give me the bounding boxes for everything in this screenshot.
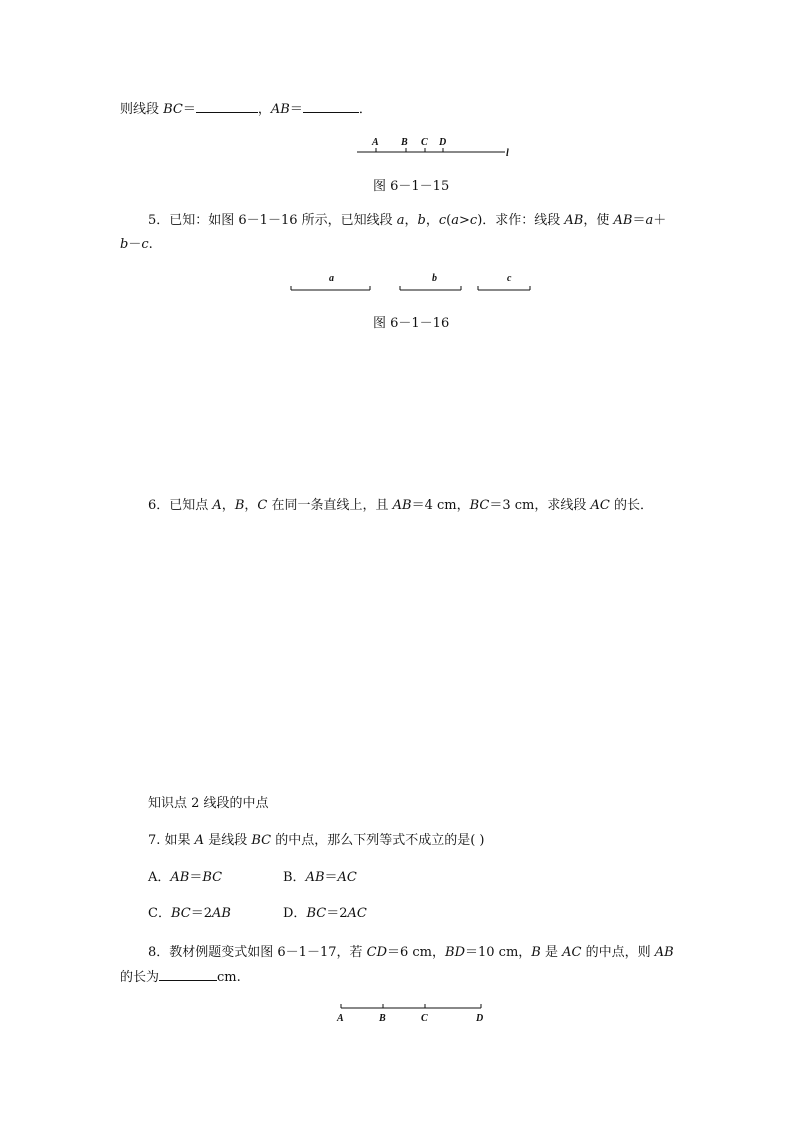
fig15-point-c: C xyxy=(421,137,428,148)
q6-point-b: B xyxy=(234,498,245,513)
q8-ac: AC xyxy=(562,945,582,960)
q5-line2-c: c xyxy=(141,237,149,252)
q7-option-d-rhs: AC xyxy=(347,906,367,921)
q5-var-b: b xyxy=(417,213,426,228)
q7-option-c-rhs: AB xyxy=(211,906,231,921)
q8-text2: ＝6 cm， xyxy=(387,945,446,960)
q7-stem xyxy=(148,832,485,850)
q8-text3: ＝10 cm， xyxy=(465,945,532,960)
q7-option-d-eq: ＝2 xyxy=(326,906,348,921)
q5-eq: ＝ xyxy=(632,213,646,228)
figure-6-1-16 xyxy=(285,266,540,296)
q4-bc-label: BC xyxy=(163,102,183,117)
fig16-label-a: a xyxy=(329,273,334,284)
q4-ab-label: AB xyxy=(270,102,290,117)
figure-6-1-17 xyxy=(333,1000,493,1026)
q8-line2 xyxy=(120,968,241,987)
fig15-point-a: A xyxy=(372,137,379,148)
q7-option-a-lhs: AB xyxy=(170,870,190,885)
q7-point-a: A xyxy=(194,833,205,848)
q8-text4: 是 xyxy=(540,945,563,960)
q6-text5: 的长． xyxy=(609,498,653,513)
q6-text1: 6．已知点 xyxy=(148,498,213,513)
q4-sep: ， xyxy=(257,102,271,117)
q8-ab: AB xyxy=(654,945,674,960)
fig15-line-label: l xyxy=(506,148,509,159)
q6-sep2: ， xyxy=(244,498,258,513)
q5-paren-close: ) xyxy=(477,213,483,228)
fig17-point-d: D xyxy=(476,1013,484,1024)
q7-option-d[interactable] xyxy=(283,905,367,923)
q5-dot: . xyxy=(148,237,153,252)
q4-end: ． xyxy=(358,102,372,117)
q6-text2: 在同一条直线上，且 xyxy=(267,498,393,513)
q5-var-a3: a xyxy=(645,213,654,228)
q4-bc-blank[interactable] xyxy=(196,100,258,113)
q8-bd: BD xyxy=(445,945,465,960)
q7-option-b-eq: ＝ xyxy=(324,870,338,885)
q7-option-c-label: C． xyxy=(148,906,171,921)
q4-ab-blank[interactable] xyxy=(303,100,359,113)
q8-text1: 8．教材例题变式如图 6－1－17，若 xyxy=(148,945,367,960)
q8-line2-post: cm. xyxy=(217,970,241,985)
q4-eq2: ＝ xyxy=(289,102,303,117)
fig16-label-b: b xyxy=(432,273,437,284)
q7-option-d-lhs: BC xyxy=(306,906,327,921)
fig15-caption: 图 6－1－15 xyxy=(373,179,450,194)
q7-option-d-label: D． xyxy=(283,906,307,921)
q8-answer-blank[interactable] xyxy=(159,968,217,981)
q5-paren-open: ( xyxy=(446,213,452,228)
q7-option-b-lhs: AB xyxy=(305,870,325,885)
q7-option-c[interactable] xyxy=(148,905,231,923)
q4-eq1: ＝ xyxy=(182,102,196,117)
q6-ac: AC xyxy=(590,498,610,513)
q5-gt: > xyxy=(459,213,470,228)
q5-minus: － xyxy=(128,237,142,252)
q5-text-mid2: ，使 xyxy=(583,213,614,228)
q6-ab: AB xyxy=(392,498,412,513)
q5-var-a: a xyxy=(396,213,405,228)
q5-line2-b: b xyxy=(120,237,129,252)
fig16-label-c: c xyxy=(507,273,512,284)
q4-prefix: 则线段 xyxy=(120,102,164,117)
q5-var-c3: c xyxy=(469,213,478,228)
q5-comma1: ， xyxy=(404,213,418,228)
figure-6-1-15 xyxy=(350,130,520,160)
q7-text2: 是线段 xyxy=(204,833,252,848)
q5-plus: ＋ xyxy=(653,213,667,228)
q7-option-b[interactable] xyxy=(283,869,357,887)
q7-option-c-lhs: BC xyxy=(170,906,191,921)
q5-line1 xyxy=(148,212,666,230)
q5-text-pre: 5．已知：如图 6－1－16 所示，已知线段 xyxy=(148,213,397,228)
q7-option-a-label: A． xyxy=(148,870,171,885)
q7-bc: BC xyxy=(251,833,272,848)
q5-ab2: AB xyxy=(613,213,633,228)
q6-line xyxy=(148,497,653,515)
q4-answer-line xyxy=(120,100,372,119)
q5-line2 xyxy=(120,236,153,254)
q6-point-a: A xyxy=(212,498,222,513)
q8-cd: CD xyxy=(366,945,387,960)
q5-comma2: ， xyxy=(425,213,439,228)
section-title: 知识点 2 线段的中点 xyxy=(148,796,269,811)
q7-option-b-label: B． xyxy=(283,870,306,885)
q8-line1 xyxy=(148,944,674,962)
q6-text4: ＝3 cm，求线段 xyxy=(489,498,591,513)
fig16-caption: 图 6－1－16 xyxy=(373,316,450,331)
q7-text3: 的中点，那么下列等式不成立的是( ) xyxy=(271,833,485,848)
q6-point-c: C xyxy=(257,498,268,513)
q7-option-c-eq: ＝2 xyxy=(190,906,212,921)
q7-option-a[interactable] xyxy=(148,869,222,887)
q6-bc: BC xyxy=(469,498,490,513)
fig17-point-c: C xyxy=(421,1013,428,1024)
q6-text3: ＝4 cm， xyxy=(411,498,470,513)
q8-line2-pre: 的长为 xyxy=(120,970,160,985)
q6-sep1: ， xyxy=(221,498,235,513)
q7-option-b-rhs: AC xyxy=(337,870,357,885)
q8-point-b: B xyxy=(531,945,541,960)
fig17-point-a: A xyxy=(337,1013,344,1024)
fig15-point-d: D xyxy=(439,137,447,148)
q7-text1: 7. 如果 xyxy=(148,833,195,848)
q5-ab: AB xyxy=(564,213,584,228)
fig17-point-b: B xyxy=(379,1013,386,1024)
q8-text5: 的中点，则 xyxy=(581,945,655,960)
q5-var-a2: a xyxy=(451,213,460,228)
fig15-point-b: B xyxy=(401,137,408,148)
q5-var-c: c xyxy=(438,213,447,228)
q5-text-mid: ．求作：线段 xyxy=(482,213,565,228)
q7-option-a-rhs: BC xyxy=(202,870,223,885)
q7-option-a-eq: ＝ xyxy=(189,870,203,885)
